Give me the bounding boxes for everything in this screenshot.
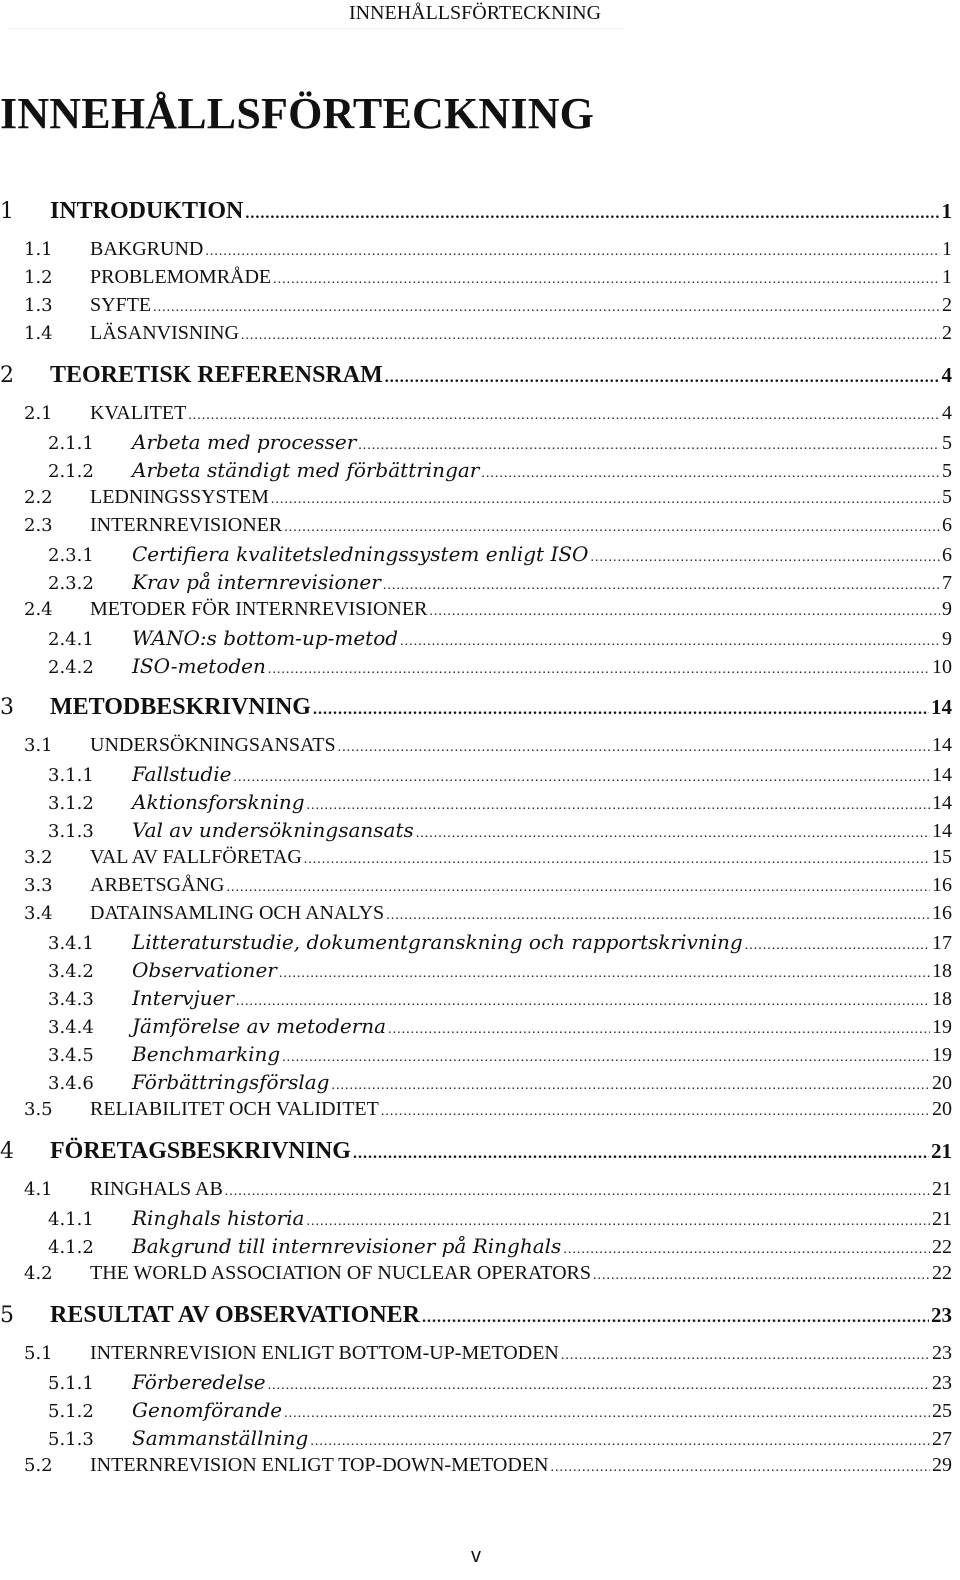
toc-entry-level-3[interactable]: [0, 1398, 952, 1426]
toc-dot-leader: [561, 1348, 930, 1364]
toc-entry-title: RINGHALS AB: [90, 1178, 223, 1200]
toc-entry-page: 18: [932, 960, 952, 982]
toc-dot-leader: [388, 1022, 930, 1038]
toc-entry-level-3[interactable]: [0, 1042, 952, 1070]
toc-entry-number: 2.1: [24, 403, 53, 424]
toc-entry-level-3[interactable]: [0, 1070, 952, 1098]
toc-entry-title: THE WORLD ASSOCIATION OF NUCLEAR OPERATORS: [90, 1262, 591, 1284]
toc-entry-page: 23: [932, 1372, 952, 1394]
toc-entry-number: 2.4.1: [48, 629, 94, 650]
toc-entry-level-3[interactable]: [0, 986, 952, 1014]
toc-entry-title: TEORETISK REFERENSRAM: [50, 362, 383, 388]
toc-entry-level-1[interactable]: [0, 1138, 952, 1166]
toc-entry-level-2[interactable]: [0, 846, 952, 874]
toc-entry-level-2[interactable]: [0, 486, 952, 514]
toc-entry-title: INTERNREVISION ENLIGT BOTTOM-UP-METODEN: [90, 1342, 559, 1364]
toc-dot-leader: [241, 328, 940, 344]
toc-dot-leader: [282, 1050, 930, 1066]
toc-entry-number: 2.3.1: [48, 545, 94, 566]
toc-entry-number: 5: [0, 1303, 14, 1328]
toc-entry-level-3[interactable]: [0, 1370, 952, 1398]
toc-entry-number: 2: [0, 363, 14, 388]
toc-dot-leader: [593, 1268, 930, 1284]
toc-entry-page: 2: [942, 294, 952, 316]
header-rule-line: [8, 28, 624, 29]
toc-entry-level-2[interactable]: [0, 238, 952, 266]
toc-entry-level-1[interactable]: [0, 198, 952, 226]
toc-entry-level-2[interactable]: [0, 1098, 952, 1126]
toc-entry-page: 14: [932, 734, 952, 756]
toc-dot-leader: [236, 994, 930, 1010]
toc-entry-level-1[interactable]: [0, 362, 952, 390]
toc-entry-title: VAL AV FALLFÖRETAG: [90, 846, 302, 868]
toc-entry-page: 14: [932, 792, 952, 814]
toc-dot-leader: [188, 408, 940, 424]
toc-entry-title: Genomförande: [132, 1398, 283, 1422]
toc-entry-level-2[interactable]: [0, 1342, 952, 1370]
toc-entry-level-3[interactable]: [0, 542, 952, 570]
toc-entry-page: 4: [942, 402, 952, 424]
toc-entry-level-3[interactable]: [0, 654, 952, 682]
toc-entry-page: 15: [932, 846, 952, 868]
toc-dot-leader: [271, 492, 940, 508]
toc-entry-page: 21: [931, 1139, 952, 1163]
toc-entry-page: 22: [932, 1262, 952, 1284]
toc-entry-number: 1.4: [24, 323, 53, 344]
toc-dot-leader: [225, 1184, 930, 1200]
toc-entry-title: ISO-metoden: [132, 654, 266, 678]
toc-entry-page: 4: [941, 363, 952, 387]
toc-entry-level-1[interactable]: [0, 1302, 952, 1330]
page-number: v: [471, 1545, 481, 1567]
toc-entry-title: Förbättringsförslag: [132, 1070, 330, 1094]
header-rule: [8, 28, 940, 29]
toc-entry-number: 4.2: [24, 1263, 53, 1284]
toc-entry-title: WANO:s bottom-up-metod: [132, 626, 399, 650]
toc-entry-level-2[interactable]: [0, 902, 952, 930]
toc-entry-page: 7: [942, 572, 952, 594]
toc-dot-leader: [353, 1145, 929, 1163]
toc-entry-title: Benchmarking: [132, 1042, 281, 1066]
toc-entry-number: 2.1.1: [48, 433, 94, 454]
toc-dot-leader: [385, 369, 940, 387]
toc-entry-page: 19: [932, 1044, 952, 1066]
toc-entry-page: 6: [942, 514, 952, 536]
toc-dot-leader: [268, 662, 930, 678]
toc-entry-number: 1.1: [24, 239, 53, 260]
toc-entry-title: FÖRETAGSBESKRIVNING: [50, 1138, 351, 1164]
toc-entry-number: 3.4.4: [48, 1017, 94, 1038]
toc-entry-title: Fallstudie: [132, 762, 232, 786]
toc-entry-page: 17: [932, 932, 952, 954]
toc-entry-number: 4.1.2: [48, 1237, 94, 1258]
toc-dot-leader: [284, 1406, 930, 1422]
toc-entry-title: PROBLEMOMRÅDE: [90, 266, 272, 288]
toc-entry-title: Jämförelse av metoderna: [132, 1014, 387, 1038]
toc-entry-title: RELIABILITET OCH VALIDITET: [90, 1098, 379, 1120]
toc-dot-leader: [429, 604, 940, 620]
toc-entry-title: Sammanställning: [132, 1426, 309, 1450]
toc-entry-page: 23: [932, 1342, 952, 1364]
running-header: INNEHÅLLSFÖRTECKNING: [348, 2, 602, 24]
toc-entry-level-3[interactable]: [0, 958, 952, 986]
toc-dot-leader: [273, 272, 940, 288]
toc-entry-title: Krav på internrevisioner: [132, 570, 381, 594]
toc-entry-level-3[interactable]: [0, 762, 952, 790]
toc-entry-number: 3.1: [24, 735, 53, 756]
toc-entry-page: 21: [932, 1178, 952, 1200]
toc-entry-number: 3.1.3: [48, 821, 94, 842]
toc-entry-level-2[interactable]: [0, 874, 952, 902]
toc-entry-level-3[interactable]: [0, 458, 952, 486]
toc-entry-level-2[interactable]: [0, 266, 952, 294]
toc-entry-number: 2.1.2: [48, 461, 94, 482]
toc-dot-leader: [422, 1309, 929, 1327]
toc-entry-page: 1: [942, 238, 952, 260]
toc-entry-title: INTRODUKTION: [50, 198, 244, 224]
toc-entry-level-2[interactable]: [0, 1262, 952, 1290]
toc-entry-number: 3.4: [24, 903, 53, 924]
page-title: INNEHÅLLSFÖRTECKNING: [0, 89, 595, 138]
toc-entry-title: Val av undersökningsansats: [132, 818, 414, 842]
toc-entry-number: 3.2: [24, 847, 53, 868]
toc-dot-leader: [268, 1378, 930, 1394]
toc-entry-title: Förberedelse: [132, 1370, 266, 1394]
toc-entry-level-3[interactable]: [0, 626, 952, 654]
toc-entry-page: 20: [932, 1098, 952, 1120]
toc-dot-leader: [550, 1460, 930, 1476]
toc-entry-level-3[interactable]: [0, 430, 952, 458]
toc-entry-title: Arbeta ständigt med förbättringar: [132, 458, 480, 482]
toc-entry-title: KVALITET: [90, 402, 187, 424]
toc-entry-title: Litteraturstudie, dokumentgranskning och rapportskrivning: [132, 930, 743, 954]
toc-entry-level-3[interactable]: [0, 570, 952, 598]
toc-entry-number: 1.2: [24, 267, 53, 288]
toc-entry-title: Aktionsforskning: [132, 790, 305, 814]
toc-entry-title: METODBESKRIVNING: [50, 694, 311, 720]
toc-entry-page: 27: [932, 1428, 952, 1450]
toc-dot-leader: [279, 966, 930, 982]
toc-entry-level-2[interactable]: [0, 1454, 952, 1482]
toc-entry-number: 3.4.6: [48, 1073, 94, 1094]
toc-entry-page: 20: [932, 1072, 952, 1094]
toc-entry-number: 3.3: [24, 875, 53, 896]
toc-entry-number: 5.1.1: [48, 1373, 94, 1394]
toc-entry-level-3[interactable]: [0, 818, 952, 846]
toc-entry-number: 1: [0, 199, 14, 224]
toc-entry-page: 21: [932, 1208, 952, 1230]
toc-entry-page: 22: [932, 1236, 952, 1258]
toc-entry-title: BAKGRUND: [90, 238, 204, 260]
toc-entry-title: Arbeta med processer: [132, 430, 357, 454]
toc-entry-page: 16: [932, 902, 952, 924]
toc-entry-title: UNDERSÖKNINGSANSATS: [90, 734, 336, 756]
toc-entry-title: Bakgrund till internrevisioner på Ringhals: [132, 1234, 562, 1258]
toc-entry-level-1[interactable]: [0, 694, 952, 722]
toc-entry-number: 1.3: [24, 295, 53, 316]
toc-entry-number: 4: [0, 1139, 14, 1164]
toc-entry-title: LEDNINGSSYSTEM: [90, 486, 269, 508]
toc-entry-title: ARBETSGÅNG: [90, 874, 225, 896]
toc-dot-leader: [245, 205, 939, 223]
toc-entry-level-3[interactable]: [0, 1234, 952, 1262]
toc-entry-page: 14: [931, 695, 952, 719]
toc-dot-leader: [306, 1214, 930, 1230]
toc-entry-page: 16: [932, 874, 952, 896]
toc-dot-leader: [338, 740, 930, 756]
toc-entry-title: SYFTE: [90, 294, 152, 316]
toc-dot-leader: [313, 701, 929, 719]
toc-entry-page: 9: [942, 628, 952, 650]
toc-entry-title: DATAINSAMLING OCH ANALYS: [90, 902, 385, 924]
toc-entry-number: 3.1.2: [48, 793, 94, 814]
toc-entry-page: 29: [932, 1454, 952, 1476]
toc-dot-leader: [205, 244, 940, 260]
toc-entry-level-2[interactable]: [0, 1178, 952, 1206]
toc-entry-title: INTERNREVISIONER: [90, 514, 283, 536]
toc-entry-page: 6: [942, 544, 952, 566]
toc-entry-level-2[interactable]: [0, 598, 952, 626]
toc-entry-page: 1: [942, 266, 952, 288]
toc-entry-number: 3.4.2: [48, 961, 94, 982]
toc-entry-title: Intervjuer: [132, 986, 234, 1010]
toc-entry-level-3[interactable]: [0, 1206, 952, 1234]
toc-entry-number: 2.2: [24, 487, 53, 508]
toc-dot-leader: [226, 880, 930, 896]
toc-entry-level-3[interactable]: [0, 790, 952, 818]
toc-entry-title: RESULTAT AV OBSERVATIONER: [50, 1302, 420, 1328]
toc-entry-level-2[interactable]: [0, 734, 952, 762]
toc-dot-leader: [331, 1078, 930, 1094]
toc-entry-number: 4.1: [24, 1179, 53, 1200]
toc-entry-page: 14: [932, 820, 952, 842]
toc-entry-title: LÄSANVISNING: [90, 322, 239, 344]
toc-entry-number: 5.1: [24, 1343, 53, 1364]
toc-entry-number: 3: [0, 695, 14, 720]
toc-dot-leader: [358, 438, 940, 454]
toc-entry-level-3[interactable]: [0, 930, 952, 958]
toc-dot-leader: [400, 634, 940, 650]
toc-entry-number: 3.5: [24, 1099, 53, 1120]
toc-dot-leader: [383, 578, 940, 594]
toc-entry-level-3[interactable]: [0, 1426, 952, 1454]
toc-entry-level-2[interactable]: [0, 294, 952, 322]
toc-dot-leader: [416, 826, 930, 842]
toc-entry-level-2[interactable]: [0, 322, 952, 350]
toc-dot-leader: [233, 770, 930, 786]
toc-dot-leader: [284, 520, 940, 536]
toc-entry-page: 10: [932, 656, 952, 678]
toc-entry-number: 3.1.1: [48, 765, 94, 786]
toc-entry-level-2[interactable]: [0, 402, 952, 430]
toc-entry-page: 5: [942, 460, 952, 482]
toc-entry-level-2[interactable]: [0, 514, 952, 542]
toc-entry-title: INTERNREVISION ENLIGT TOP-DOWN-METODEN: [90, 1454, 549, 1476]
toc-entry-page: 25: [932, 1400, 952, 1422]
toc-dot-leader: [563, 1242, 930, 1258]
toc-dot-leader: [481, 466, 940, 482]
toc-entry-page: 14: [932, 764, 952, 786]
toc-entry-number: 3.4.3: [48, 989, 94, 1010]
toc-entry-page: 5: [942, 432, 952, 454]
toc-entry-page: 18: [932, 988, 952, 1010]
toc-entry-title: Certifiera kvalitetsledningssystem enligt ISO: [132, 542, 589, 566]
toc-entry-title: METODER FÖR INTERNREVISIONER: [90, 598, 428, 620]
toc-entry-page: 5: [942, 486, 952, 508]
toc-dot-leader: [386, 908, 930, 924]
toc-entry-page: 9: [942, 598, 952, 620]
toc-dot-leader: [310, 1434, 930, 1450]
toc-entry-title: Ringhals historia: [132, 1206, 305, 1230]
toc-entry-level-3[interactable]: [0, 1014, 952, 1042]
toc-entry-number: 4.1.1: [48, 1209, 94, 1230]
toc-entry-number: 2.3.2: [48, 573, 94, 594]
toc-entry-number: 2.4.2: [48, 657, 94, 678]
toc-dot-leader: [590, 550, 940, 566]
toc-entry-page: 23: [931, 1303, 952, 1327]
toc-entry-number: 2.4: [24, 599, 53, 620]
toc-entry-number: 2.3: [24, 515, 53, 536]
toc-dot-leader: [307, 798, 930, 814]
toc-dot-leader: [304, 852, 930, 868]
toc-entry-title: Observationer: [132, 958, 277, 982]
toc-entry-number: 5.1.3: [48, 1429, 94, 1450]
toc-entry-page: 19: [932, 1016, 952, 1038]
toc-dot-leader: [745, 938, 930, 954]
toc-entry-number: 3.4.5: [48, 1045, 94, 1066]
toc-entry-number: 5.1.2: [48, 1401, 94, 1422]
toc-entry-number: 3.4.1: [48, 933, 94, 954]
toc-entry-number: 5.2: [24, 1455, 53, 1476]
toc-entry-page: 1: [941, 199, 952, 223]
toc-entry-page: 2: [942, 322, 952, 344]
toc-dot-leader: [381, 1104, 930, 1120]
toc-dot-leader: [153, 300, 940, 316]
